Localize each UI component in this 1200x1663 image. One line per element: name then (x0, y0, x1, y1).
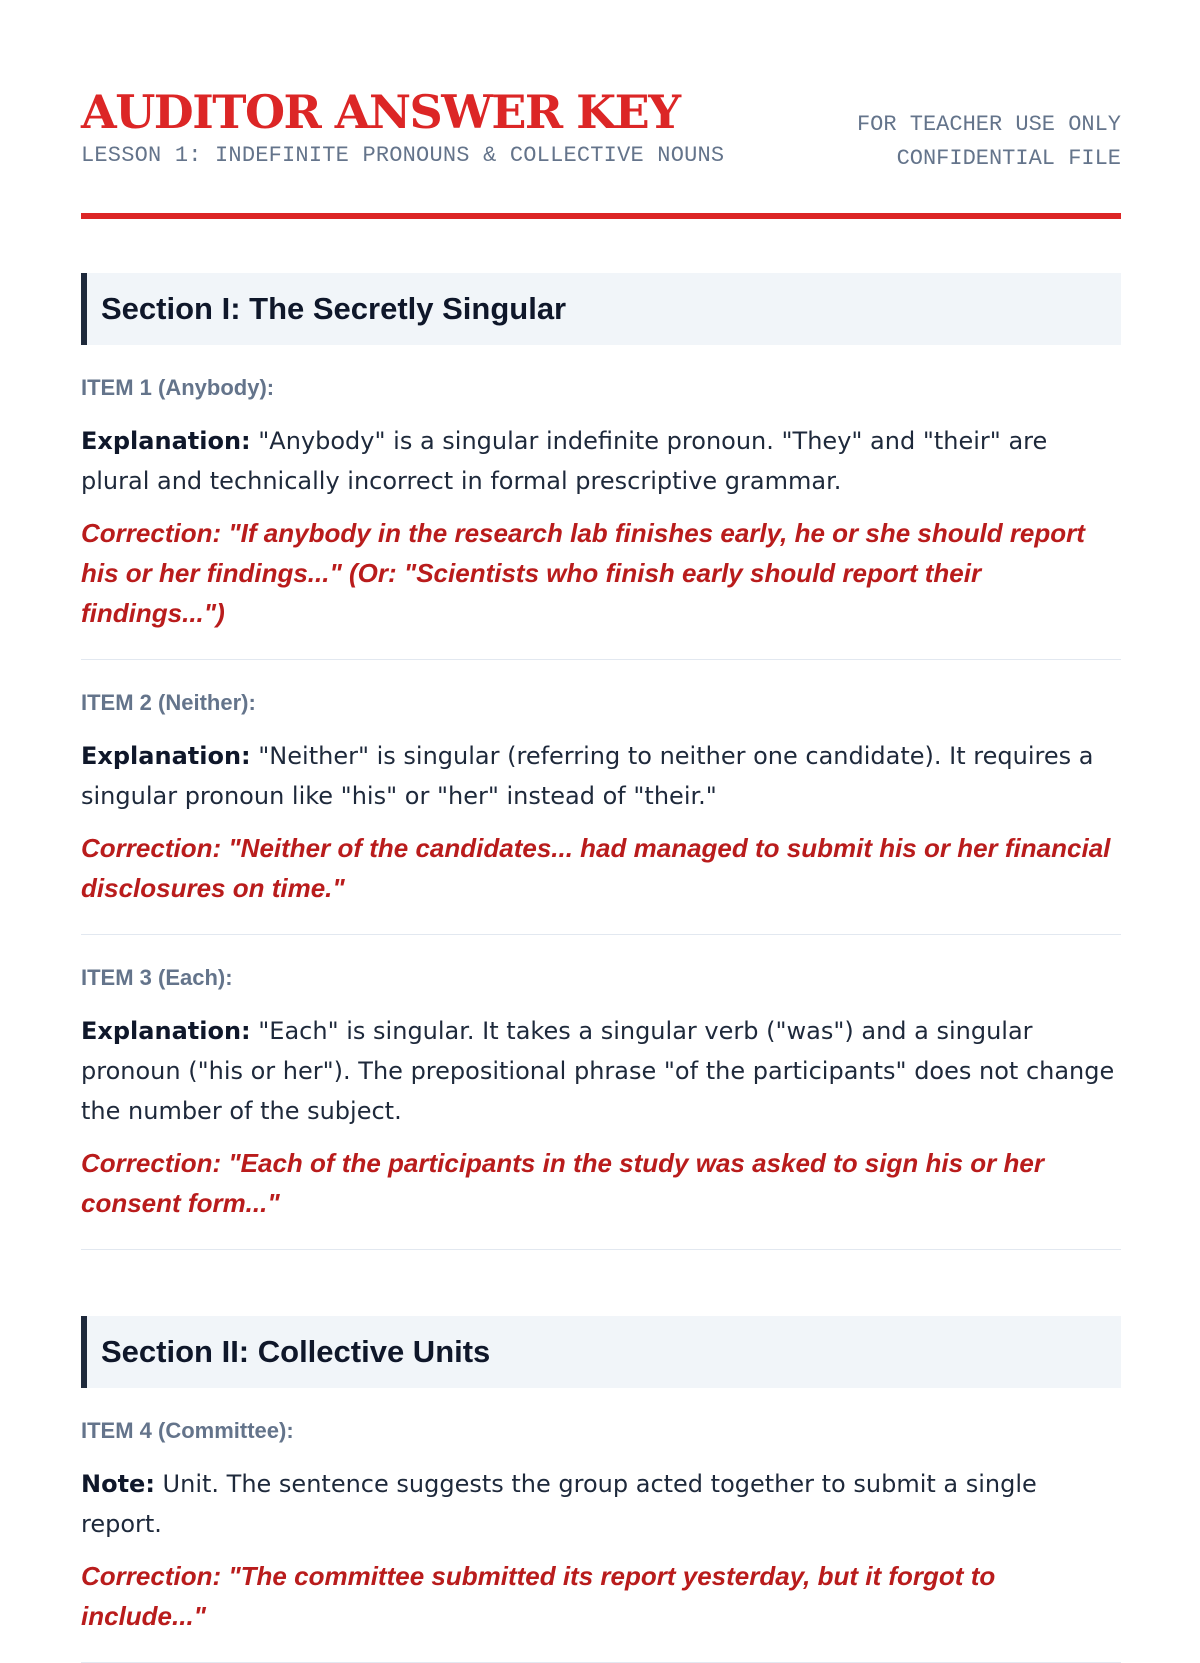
item-correction: Correction: "Neither of the candidates... had managed to submit his or her financial disclosures on time." (81, 833, 1111, 903)
item-explanation (81, 1011, 1121, 1131)
lesson-subtitle: LESSON 1: INDEFINITE PRONOUNS & COLLECTIVE NOUNS (81, 143, 725, 168)
confidential-label: CONFIDENTIAL FILE (896, 146, 1121, 171)
explanation-lead: Explanation: (81, 1017, 251, 1045)
item-explanation (81, 736, 1121, 816)
explanation-text: Unit. The sentence suggests the group acted together to submit a single report. (81, 1470, 1037, 1538)
section (81, 273, 1121, 1250)
explanation-text: "Neither" is singular (referring to neither one candidate). It requires a singular pronoun like "his" or "her" instead of "their." (81, 742, 1094, 810)
explanation-lead: Explanation: (81, 742, 251, 770)
answer-item (81, 963, 1121, 1250)
answer-item (81, 688, 1121, 935)
explanation-lead: Explanation: (81, 427, 251, 455)
document-header (81, 0, 1121, 220)
answer-key-page (81, 0, 1121, 1663)
teacher-use-label: FOR TEACHER USE ONLY (856, 112, 1121, 137)
item-explanation (81, 421, 1121, 501)
answer-item (81, 1416, 1121, 1663)
header-divider (81, 213, 1121, 219)
item-correction: Correction: "The committee submitted its report yesterday, but it forgot to include..." (81, 1561, 996, 1631)
answer-item (81, 373, 1121, 660)
explanation-text: "Anybody" is a singular indefinite pronoun. "They" and "their" are plural and technically incorrect in formal prescriptive grammar. (81, 427, 1048, 495)
document-title: AUDITOR ANSWER KEY (81, 85, 680, 139)
section-heading: Section I: The Secretly Singular (81, 273, 1121, 345)
item-correction: Correction: "If anybody in the research lab finishes early, he or she should report his or her findings..." (Or: "Scientists who finish early should report their findings...") (81, 518, 1085, 628)
section (81, 1316, 1121, 1663)
section-heading: Section II: Collective Units (81, 1316, 1121, 1388)
item-label: ITEM 4 (Committee): (81, 1418, 294, 1443)
explanation-text: "Each" is singular. It takes a singular verb ("was") and a singular pronoun ("his or her"). The prepositional phrase "of the participants" does not change the number of the subject. (81, 1017, 1115, 1125)
item-correction: Correction: "Each of the participants in the study was asked to sign his or her consent form..." (81, 1148, 1044, 1218)
item-label: ITEM 2 (Neither): (81, 690, 256, 715)
item-label: ITEM 3 (Each): (81, 965, 233, 990)
confidentiality-note (857, 108, 1121, 176)
explanation-lead: Note: (81, 1470, 155, 1498)
item-label: ITEM 1 (Anybody): (81, 375, 275, 400)
item-explanation (81, 1464, 1121, 1544)
